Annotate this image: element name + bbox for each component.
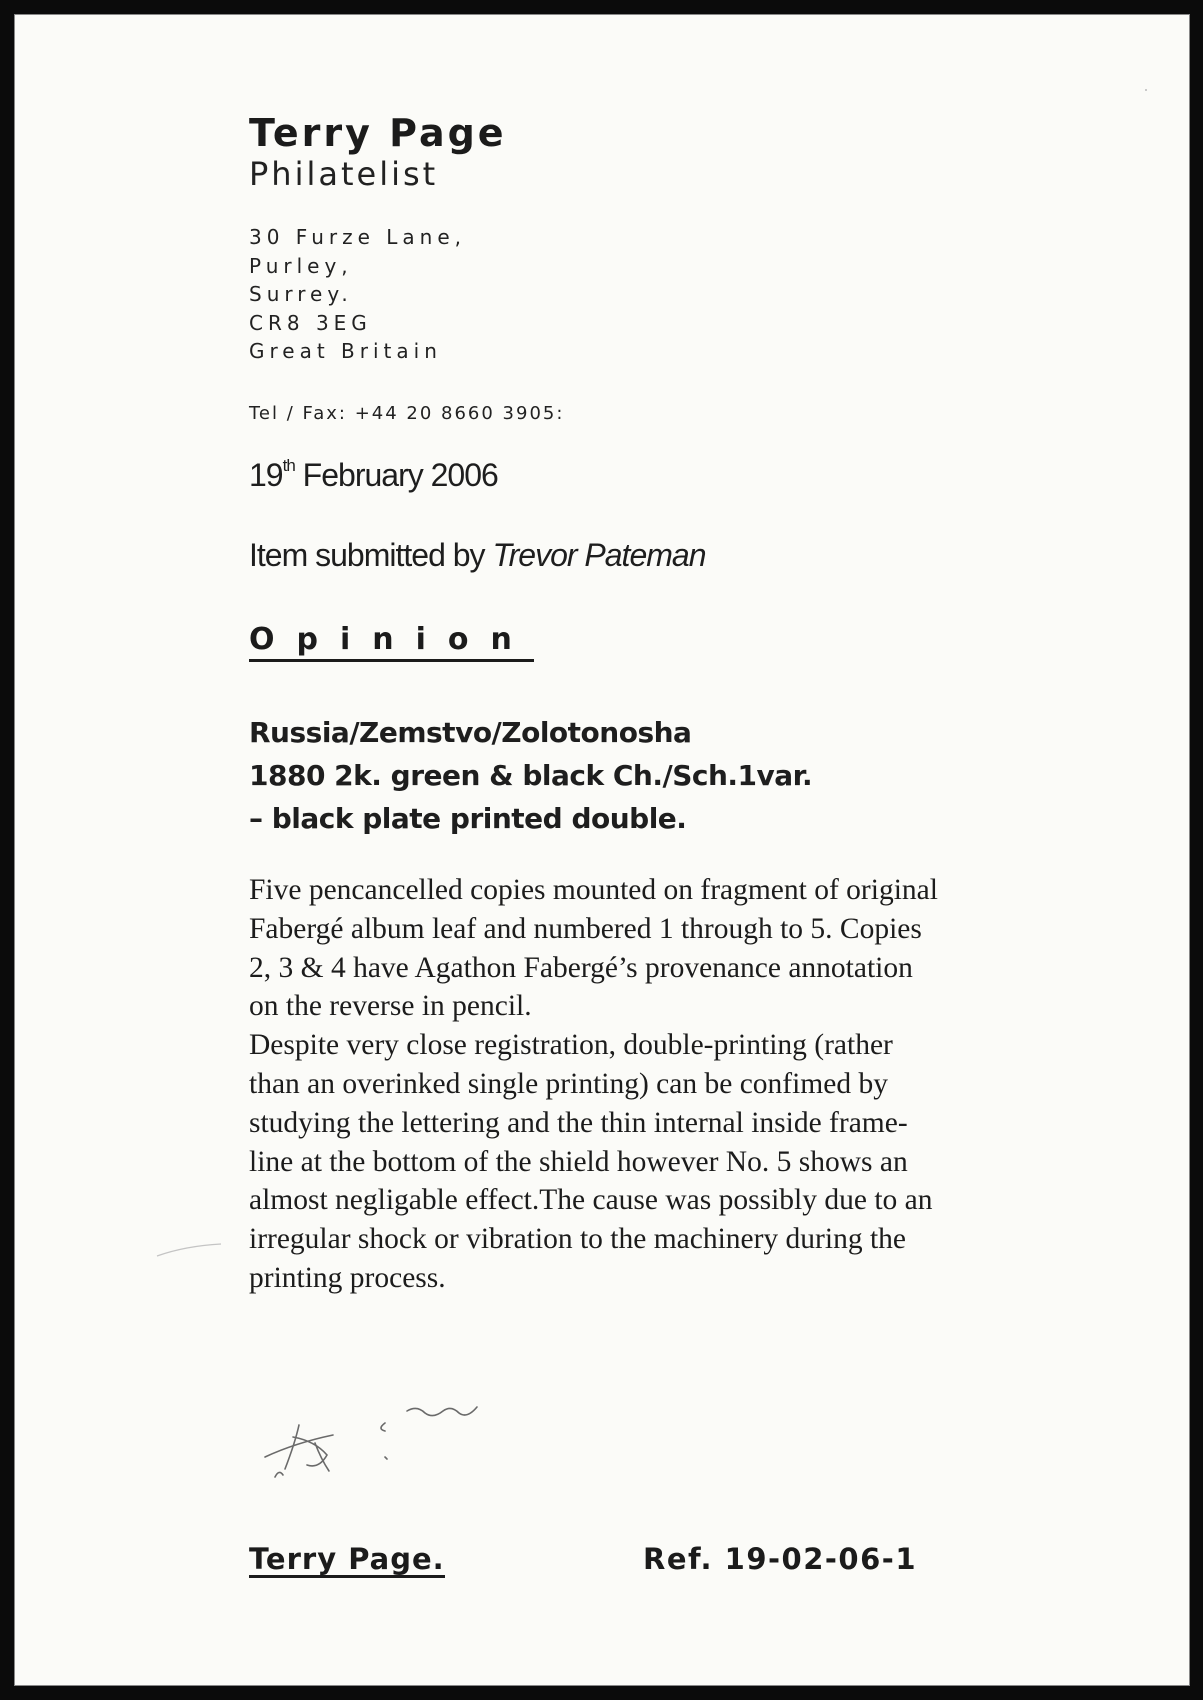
address-block xyxy=(249,223,466,366)
subject-line: – black plate printed double. xyxy=(249,802,687,835)
subject-line: Russia/Zemstvo/Zolotonosha xyxy=(249,716,692,749)
signatory-name: Terry Page. xyxy=(249,1542,445,1576)
paper-speck xyxy=(1145,89,1147,91)
handwritten-signature xyxy=(255,1385,515,1495)
opinion-heading: Opinion xyxy=(249,623,534,662)
subject-line: 1880 2k. green & black Ch./Sch.1var. xyxy=(249,759,813,792)
body-line: line at the bottom of the shield however No. 5 shows an xyxy=(249,1145,908,1178)
date-month-year: February 2006 xyxy=(302,457,498,493)
date-suffix: th xyxy=(282,456,295,475)
body-line: Despite very close registration, double-printing (rather xyxy=(249,1029,893,1062)
pencil-mark xyxy=(155,1240,225,1260)
letterhead-name: Terry Page xyxy=(249,111,507,155)
body-line: printing process. xyxy=(249,1261,446,1294)
submitted-prefix: Item submitted by xyxy=(249,537,485,573)
address-line: Surrey. xyxy=(249,282,353,306)
letterhead-title: Philatelist xyxy=(249,155,439,193)
letter-date xyxy=(249,457,498,494)
telephone-fax: Tel / Fax: +44 20 8660 3905: xyxy=(249,403,565,424)
body-line: irregular shock or vibration to the machinery during the xyxy=(249,1223,906,1256)
letter-sheet xyxy=(14,14,1190,1686)
address-line: 30 Furze Lane, xyxy=(249,225,467,249)
body-line: Five pencancelled copies mounted on fragment of original xyxy=(249,874,938,906)
reference-number: Ref. 19-02-06-1 xyxy=(643,1542,917,1576)
body-line: than an overinked single printing) can be confimed by xyxy=(249,1067,888,1100)
address-line: Purley, xyxy=(249,253,353,278)
submitted-by xyxy=(249,537,705,574)
submitter-name: Trevor Pateman xyxy=(492,537,706,573)
body-line: studying the lettering and the thin internal inside frame- xyxy=(249,1106,908,1139)
date-day: 19 xyxy=(249,457,283,493)
body-line: 2, 3 & 4 have Agathon Fabergé’s provenance annotation xyxy=(249,951,913,984)
body-line: on the reverse in pencil. xyxy=(249,990,532,1023)
address-line: Great Britain xyxy=(249,339,442,363)
body-line: Fabergé album leaf and numbered 1 through to 5. Copies xyxy=(249,912,922,945)
opinion-body xyxy=(249,871,1079,1298)
address-line: CR8 3EG xyxy=(249,310,372,335)
body-line: almost negligable effect.The cause was possibly due to an xyxy=(249,1184,933,1217)
subject-block xyxy=(249,711,812,840)
